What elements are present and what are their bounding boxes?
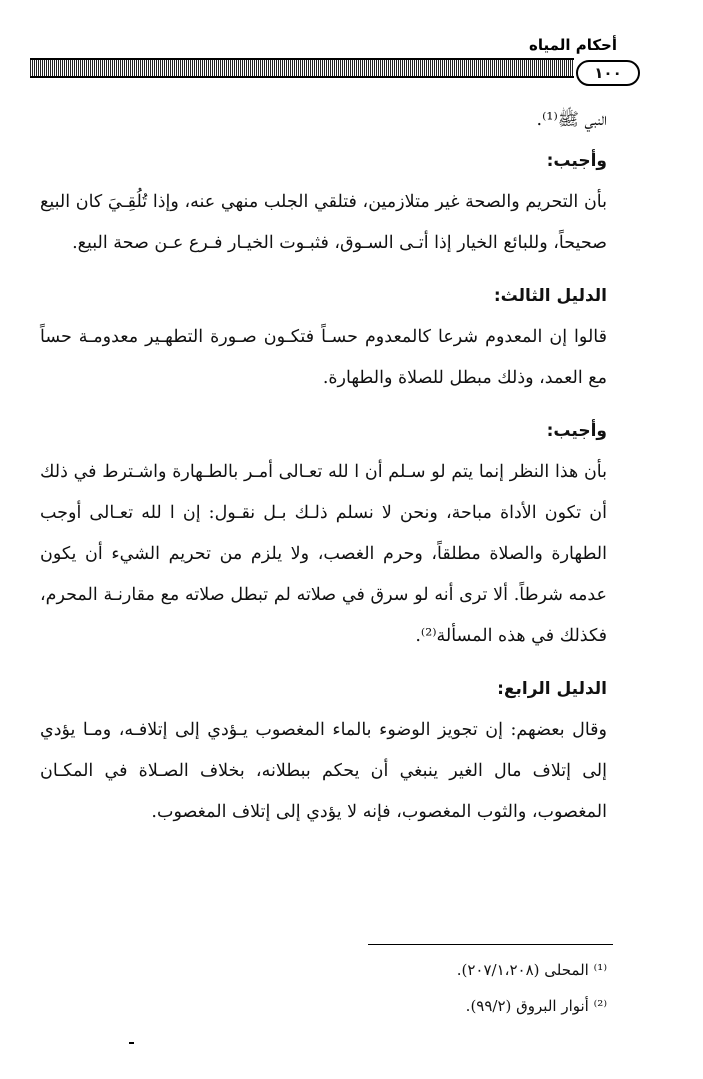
paragraph: بأن التحريم والصحة غير متلازمين، فتلقي الجلب منهي عنه، وإذا تُلُقِـيَ كان البيع صحيحاً، وللبائع الخيار إذا أتـى السـوق، فثبـوت الخيـار فـرع عـن صحة البيع. — [40, 192, 607, 253]
footnotes — [120, 952, 607, 1024]
page-body — [40, 100, 607, 833]
section-heading: وأجيب: — [546, 151, 607, 171]
book-title: أحكام المياه — [529, 36, 617, 54]
header-rule — [30, 58, 574, 78]
paragraph: قالوا إن المعدوم شرعا كالمعدوم حسـاً فتكـون صـورة التطهـير معدومـة حساً مع العمد، وذلك مبطل للصلاة والطهارة. — [40, 327, 607, 388]
page-header — [0, 0, 703, 95]
section-heading: الدليل الثالث: — [493, 286, 607, 306]
continuation-line: النبي ﷺ⁽¹⁾. — [536, 110, 607, 130]
paragraph: بأن هذا النظر إنما يتم لو سـلم أن ا لله تعـالى أمـر بالطـهارة واشـترط في ذلك أن تكون الأداة مباحة، ونحن لا نسلم ذلـك بـل نقـول: إن ا لله تعـالى أوجب الطهارة والصلاة مطلقاً، وحرم الغصب، ولا يلزم من تحريم الشيء أن يكون عدمه شرطاً. ألا ترى أنه لو سرق في صلاته لم تبطل صلاته مع مقارنـة المحرم، فكذلك في هذه المسألة⁽²⁾. — [40, 462, 607, 646]
footnote: ⁽²⁾ أنوار البروق (٩٩/٢). — [465, 997, 607, 1015]
paragraph: وقال بعضهم: إن تجويز الوضوء بالماء المغصوب يـؤدي إلى إتلافـه، ومـا يؤدي إلى إتلاف مال الغير ينبغي أن يحكم ببطلانه، بخلاف الصـلاة في المكـان المغصوب، والثوب المغصوب، فإنه لا يؤدي إلى إتلاف المغصوب. — [40, 720, 607, 822]
page-number: ١٠٠ — [594, 64, 622, 82]
section-heading: الدليل الرابع: — [497, 679, 607, 699]
footnote-separator — [368, 944, 613, 945]
section-heading: وأجيب: — [546, 421, 607, 441]
page-number-frame — [576, 60, 640, 86]
print-mark — [129, 1042, 134, 1044]
footnote: ⁽¹⁾ المحلى (٢٠٧/١،٢٠٨). — [456, 961, 607, 979]
